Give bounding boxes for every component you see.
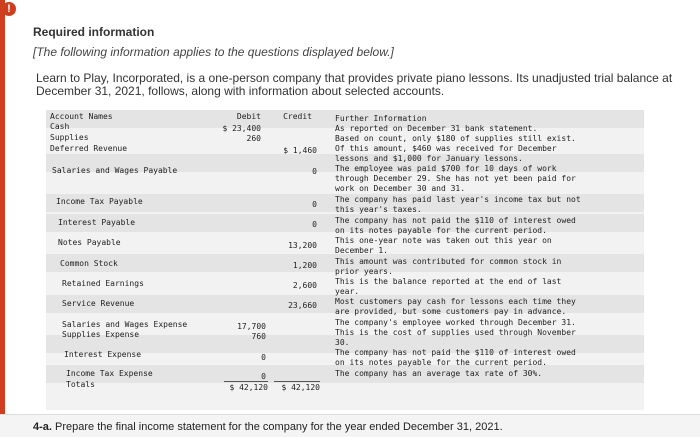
account-name: Notes Payable: [58, 238, 121, 247]
account-name: Supplies: [50, 133, 89, 142]
question-body: Prepare the final income statement for the company for the year ended December 31, 2021.: [55, 421, 503, 433]
info-line: Of this amount, $460 was received for December: [335, 144, 557, 153]
account-name: Retained Earnings: [62, 279, 144, 288]
credit-value: 0: [312, 200, 317, 209]
info-line: As reported on December 31 bank statement.: [335, 124, 538, 133]
debit-value: $ 23,400: [222, 124, 261, 133]
alert-icon: !: [2, 2, 16, 16]
info-line: The company's employee worked through December 31.: [335, 318, 576, 327]
header-further-information: Further Information: [335, 114, 427, 123]
info-line: This amount was contributed for common stock in: [335, 257, 562, 266]
info-line: The company has not paid the $110 of interest owed: [335, 216, 576, 225]
debit-total: $ 42,120: [229, 383, 268, 392]
info-line: This is the cost of supplies used through November: [335, 328, 576, 337]
account-name: Salaries and Wages Expense: [62, 320, 188, 329]
trial-balance-table: [46, 110, 644, 410]
page-subtitle: [The following information applies to the questions displayed below.]: [33, 45, 394, 59]
credit-total: $ 42,120: [281, 383, 320, 392]
debit-value: 17,700: [237, 322, 266, 331]
debit-value: 760: [251, 332, 266, 341]
info-line: on its notes payable for the current period.: [335, 358, 547, 367]
info-line: This one-year note was taken out this year on: [335, 236, 552, 245]
account-name: Interest Payable: [58, 218, 136, 227]
debit-value: 0: [261, 353, 266, 362]
question-text: [33, 421, 503, 433]
info-line: The company has an average tax rate of 30%.: [335, 369, 543, 378]
account-name: Interest Expense: [64, 350, 142, 359]
total-rule: [274, 381, 320, 382]
account-name: Income Tax Payable: [56, 197, 143, 206]
credit-value: 0: [312, 220, 317, 229]
debit-value: 0: [261, 372, 266, 381]
account-name: Common Stock: [60, 259, 118, 268]
intro-line-2: December 31, 2021, follows, along with information about selected accounts.: [36, 84, 445, 98]
info-line: The company has not paid the $110 of interest owed: [335, 348, 576, 357]
info-line: through December 29. She has not yet been paid for: [335, 174, 576, 183]
account-name: Income Tax Expense: [66, 369, 153, 378]
header-credit: Credit: [283, 112, 312, 121]
info-line: 30.: [335, 338, 350, 347]
info-line: are provided, but some customers pay in advance.: [335, 307, 567, 316]
info-line: The employee was paid $700 for 10 days of work: [335, 164, 557, 173]
credit-value: 13,200: [288, 241, 317, 250]
account-name: Service Revenue: [62, 299, 135, 308]
credit-value: $ 1,460: [283, 146, 317, 155]
info-line: The company has paid last year's income tax but not: [335, 195, 581, 204]
account-name: Supplies Expense: [62, 330, 140, 339]
credit-value: 0: [312, 167, 317, 176]
credit-value: 1,200: [292, 261, 317, 270]
intro-paragraph: [36, 72, 676, 98]
header-debit: Debit: [236, 112, 261, 121]
total-rule: [224, 381, 268, 382]
info-line: This is the balance reported at the end of last: [335, 277, 562, 286]
info-line: on its notes payable for the current period.: [335, 226, 547, 235]
info-line: this year's taxes.: [335, 205, 422, 214]
info-line: Based on count, only $180 of supplies still exist.: [335, 134, 576, 143]
info-line: year.: [335, 287, 360, 296]
totals-label: Totals: [66, 380, 95, 389]
left-accent-bar: [0, 0, 5, 436]
page-title: Required information: [33, 25, 155, 39]
question-number: 4-a.: [33, 421, 52, 433]
info-line: December 1.: [335, 246, 388, 255]
account-name: Deferred Revenue: [50, 144, 128, 153]
credit-value: 2,600: [292, 281, 317, 290]
intro-line-1: Learn to Play, Incorporated, is a one-person company that provides private piano lessons. Its unadjusted trial balance at: [36, 71, 673, 85]
info-line: lessons and $1,000 for January lessons.: [335, 154, 523, 163]
debit-value: 260: [246, 134, 261, 143]
credit-value: 23,660: [288, 301, 317, 310]
account-name: Salaries and Wages Payable: [52, 166, 178, 175]
header-account-names: Account Names: [50, 112, 113, 121]
info-line: prior years.: [335, 267, 393, 276]
info-line: Most customers pay cash for lessons each time they: [335, 297, 576, 306]
account-name: Cash: [50, 122, 70, 131]
info-line: work on December 30 and 31.: [335, 184, 466, 193]
